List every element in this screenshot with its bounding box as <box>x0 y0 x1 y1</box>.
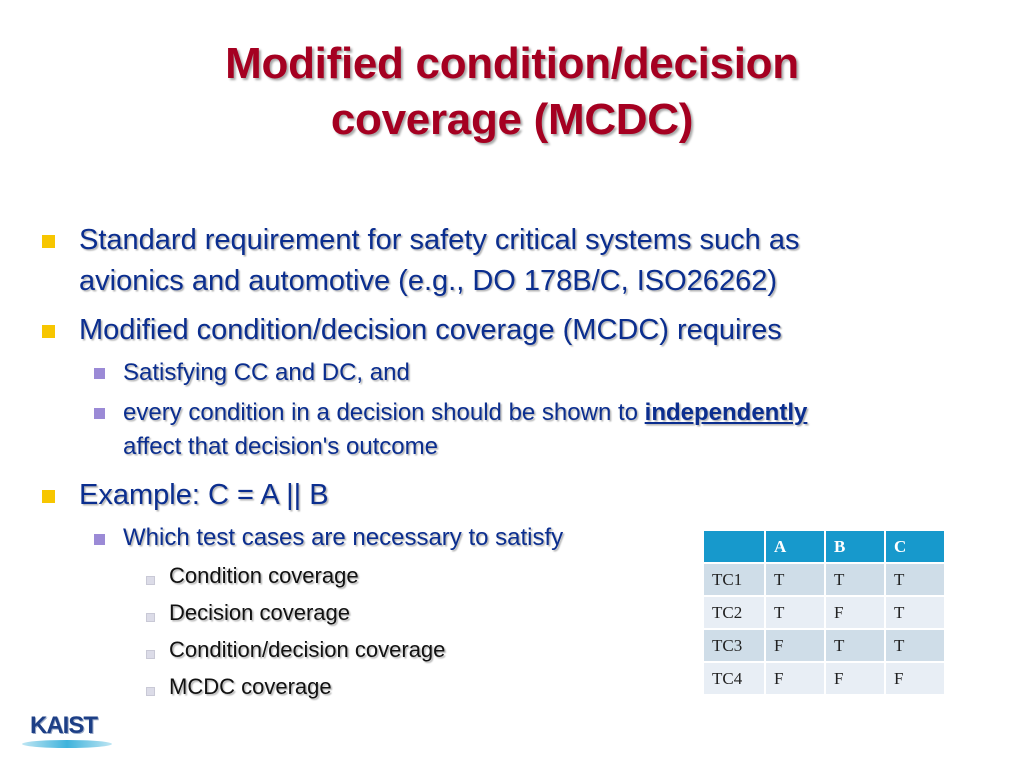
table-header-cell <box>704 531 764 562</box>
sub-bullet-square-icon <box>94 534 105 545</box>
table-cell: T <box>886 597 944 628</box>
table-cell: T <box>766 597 824 628</box>
logo-text: KAIST <box>30 712 97 739</box>
table-header-cell: C <box>886 531 944 562</box>
table-cell: F <box>886 663 944 694</box>
table-cell: TC4 <box>704 663 764 694</box>
bullet-3-sub-1: Which test cases are necessary to satisfy <box>123 524 564 551</box>
bullet-2-text: Modified condition/decision coverage (MCDC) requires <box>79 314 782 346</box>
sub-sub-bullet-icon <box>146 576 155 585</box>
kaist-logo <box>22 712 114 756</box>
bullet-3-text: Example: C = A || B <box>79 479 329 511</box>
table-cell: F <box>826 663 884 694</box>
table-cell: TC3 <box>704 630 764 661</box>
table-header-row <box>704 531 944 562</box>
table-cell: TC2 <box>704 597 764 628</box>
coverage-item-mcdc: MCDC coverage <box>169 674 332 699</box>
table-header-cell: A <box>766 531 824 562</box>
table-cell: F <box>826 597 884 628</box>
bullet-square-icon <box>42 325 55 338</box>
table-cell: T <box>826 564 884 595</box>
coverage-item-decision: Decision coverage <box>169 600 350 625</box>
table-cell: F <box>766 630 824 661</box>
table-cell: F <box>766 663 824 694</box>
table-row <box>704 663 944 694</box>
bullet-2-sub-2-line2: affect that decision's outcome <box>123 433 438 460</box>
slide-title-line1: Modified condition/decision <box>225 39 799 88</box>
bullet-2-sub-2-text: every condition in a decision should be shown to <box>123 399 645 426</box>
sub-bullet-square-icon <box>94 408 105 419</box>
bullet-square-icon <box>42 235 55 248</box>
table-cell: T <box>766 564 824 595</box>
sub-sub-bullet-icon <box>146 687 155 696</box>
table-cell: T <box>886 564 944 595</box>
table-row <box>704 564 944 595</box>
logo-swoosh-icon <box>22 740 112 748</box>
table-header-cell: B <box>826 531 884 562</box>
slide-title-line2: coverage (MCDC) <box>330 95 694 144</box>
independently-link[interactable]: independently <box>644 399 808 426</box>
truth-table <box>702 529 946 696</box>
sub-sub-bullet-icon <box>146 613 155 622</box>
bullet-1-line2: avionics and automotive (e.g., DO 178B/C, ISO26262) <box>79 265 777 297</box>
table-row <box>704 630 944 661</box>
bullet-square-icon <box>42 490 55 503</box>
sub-sub-bullet-icon <box>146 650 155 659</box>
sub-bullet-square-icon <box>94 368 105 379</box>
table-cell: TC1 <box>704 564 764 595</box>
slide-title <box>0 36 1024 148</box>
table-row <box>704 597 944 628</box>
bullet-2-sub-1: Satisfying CC and DC, and <box>123 359 410 386</box>
table-cell: T <box>886 630 944 661</box>
bullet-2-sub-2-line1 <box>123 396 807 430</box>
coverage-item-condition: Condition coverage <box>169 563 359 588</box>
bullet-1-line1: Standard requirement for safety critical systems such as <box>79 224 800 256</box>
coverage-item-condition-decision: Condition/decision coverage <box>169 637 446 662</box>
table-cell: T <box>826 630 884 661</box>
